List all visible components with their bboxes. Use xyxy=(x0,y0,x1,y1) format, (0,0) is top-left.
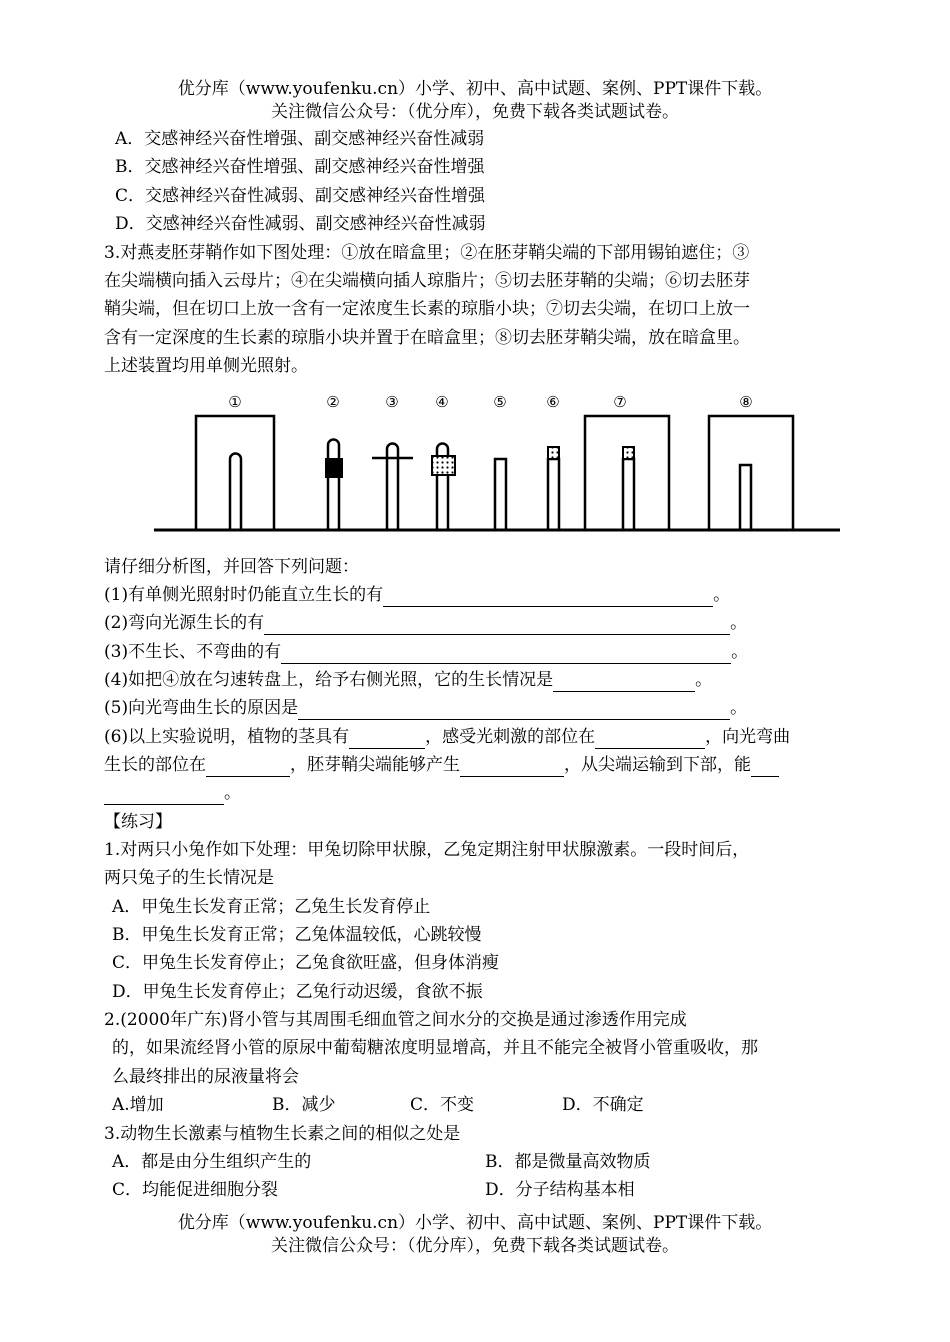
figure-label-1: ① xyxy=(228,393,242,411)
q3-sub-6-text-b: ，感受光刺激的部位在 xyxy=(425,727,596,747)
coleoptile-8 xyxy=(740,465,751,530)
q3-line-1: 3.对燕麦胚芽鞘作如下图处理：①放在暗盒里；②在胚芽鞘尖端的下部用锡铂遮住；③ xyxy=(104,243,750,263)
coleoptile-3 xyxy=(387,444,398,531)
q3-line-3: 鞘尖端，但在切口上放一含有一定浓度生长素的琼脂小块；⑦切去尖端，在切口上放一 xyxy=(104,299,750,319)
end-mark-1: 。 xyxy=(713,585,731,605)
q3-sub-6-line-2 xyxy=(104,753,779,777)
answer-blank-6e[interactable] xyxy=(751,758,779,777)
p2-line-2: 的，如果流经肾小管的原尿中葡萄糖浓度明显增高，并且不能完全被肾小管重吸收，那 xyxy=(112,1038,758,1058)
p3-line-1: 3.动物生长激素与植物生长素之间的相似之处是 xyxy=(104,1124,461,1144)
p3-option-b: B．都是微量高效物质 xyxy=(485,1152,651,1172)
p2-line-3: 么最终排出的尿液量将会 xyxy=(112,1067,299,1087)
p3-option-c: C．均能促进细胞分裂 xyxy=(112,1180,279,1200)
p1-option-c: C．甲兔生长发育停止；乙兔食欲旺盛，但身体消瘦 xyxy=(112,953,500,973)
end-mark-5: 。 xyxy=(730,698,748,718)
q3-sub-3 xyxy=(104,640,748,664)
dark-box-7 xyxy=(585,416,669,530)
p1-option-d: D．甲兔生长发育停止；乙兔行动迟缓，食欲不振 xyxy=(112,982,483,1002)
page-footer xyxy=(0,1212,950,1258)
q3-sub-6-text-a: (6)以上实验说明，植物的茎具有 xyxy=(104,727,350,747)
answer-blank-5[interactable] xyxy=(298,701,730,720)
answer-blank-1[interactable] xyxy=(383,588,713,607)
end-mark-3: 。 xyxy=(731,642,749,662)
answer-blank-2[interactable] xyxy=(264,616,730,635)
q3-line-2: 在尖端横向插入云母片；④在尖端横向插人琼脂片；⑤切去胚芽鞘的尖端；⑥切去胚芽 xyxy=(104,271,750,291)
coleoptile-2 xyxy=(328,440,339,531)
q3-sub-6-line-3 xyxy=(104,781,241,805)
dark-box-1 xyxy=(196,416,274,530)
p2-option-c: C．不变 xyxy=(410,1095,475,1115)
q3-line-5: 上述装置均用单侧光照射。 xyxy=(104,356,308,376)
q3-sub-2 xyxy=(104,611,747,635)
q3-line-4: 含有一定深度的生长素的琼脂小块并置于在暗盒里；⑧切去胚芽鞘尖端，放在暗盒里。 xyxy=(104,328,750,348)
p1-line-2: 两只兔子的生长情况是 xyxy=(104,868,274,888)
figure-label-5: ⑤ xyxy=(493,393,507,411)
foil-cap-2 xyxy=(325,458,343,478)
q3-sub-4 xyxy=(104,668,712,692)
coleoptile-5 xyxy=(495,459,506,530)
answer-blank-6d[interactable] xyxy=(460,758,564,777)
coleoptile-7 xyxy=(623,459,634,530)
footer-line-1: 优分库（www.youfenku.cn）小学、初中、高中试题、案例、PPT课件下载。 xyxy=(177,1213,773,1233)
prev-option-d: D．交感神经兴奋性减弱、副交感神经兴奋性减弱 xyxy=(115,214,486,234)
header-line-1: 优分库（www.youfenku.cn）小学、初中、高中试题、案例、PPT课件下载。 xyxy=(177,79,773,99)
figure-label-7: ⑦ xyxy=(613,393,627,411)
coleoptile-1 xyxy=(230,454,241,531)
prev-option-b: B．交感神经兴奋性增强、副交感神经兴奋性增强 xyxy=(115,157,485,177)
prev-option-c: C．交感神经兴奋性减弱、副交感神经兴奋性增强 xyxy=(115,186,486,206)
q3-sub-6-text-d: 生长的部位在 xyxy=(104,755,206,775)
coleoptile-6 xyxy=(548,459,559,530)
answer-blank-6f[interactable] xyxy=(104,786,224,805)
agar-block-6 xyxy=(548,447,559,459)
end-mark-6: 。 xyxy=(224,783,241,803)
answer-blank-4[interactable] xyxy=(553,673,695,692)
q3-sub-6-text-e: ，胚芽鞘尖端能够产生 xyxy=(290,755,460,775)
agar-sheet-4 xyxy=(432,456,455,475)
figure-label-6: ⑥ xyxy=(546,393,560,411)
q3-sub-6-text-c: ，向光弯曲 xyxy=(705,727,791,747)
q3-sub-6-text-f: ，从尖端运输到下部，能 xyxy=(564,755,751,775)
q3-sub-5 xyxy=(104,696,747,720)
figure-label-4: ④ xyxy=(435,393,449,411)
prev-option-a: A．交感神经兴奋性增强、副交感神经兴奋性减弱 xyxy=(115,129,485,149)
q3-sub-4-text: (4)如把④放在匀速转盘上，给予右侧光照，它的生长情况是 xyxy=(104,670,554,690)
header-line-2: 关注微信公众号：（优分库），免费下载各类试题试卷。 xyxy=(271,102,679,122)
q3-sub-1 xyxy=(104,583,730,607)
answer-blank-6c[interactable] xyxy=(206,758,290,777)
agar-block-7 xyxy=(623,447,634,459)
q3-sub-3-text: (3)不生长、不弯曲的有 xyxy=(104,642,282,662)
p2-option-b: B．减少 xyxy=(272,1095,336,1115)
q3-sub-6-line-1 xyxy=(104,725,790,749)
figure-label-3: ③ xyxy=(385,393,399,411)
p2-option-d: D．不确定 xyxy=(562,1095,644,1115)
answer-blank-6a[interactable] xyxy=(349,730,425,749)
footer-line-2: 关注微信公众号：（优分库），免费下载各类试题试卷。 xyxy=(271,1236,679,1256)
p2-option-a: A.增加 xyxy=(112,1095,164,1115)
answer-blank-3[interactable] xyxy=(281,645,731,664)
p3-option-d: D．分子结构基本相 xyxy=(485,1180,635,1200)
figure-label-8: ⑧ xyxy=(739,393,753,411)
page-header xyxy=(0,78,950,124)
answer-blank-6b[interactable] xyxy=(595,730,705,749)
p1-option-b: B．甲兔生长发育正常；乙兔体温较低，心跳较慢 xyxy=(112,925,482,945)
p3-option-a: A．都是由分生组织产生的 xyxy=(112,1152,312,1172)
q3-sub-5-text: (5)向光弯曲生长的原因是 xyxy=(104,698,299,718)
coleoptile-figure xyxy=(150,385,845,535)
p1-option-a: A．甲兔生长发育正常；乙兔生长发育停止 xyxy=(112,897,431,917)
p1-line-1: 1.对两只小兔作如下处理：甲兔切除甲状腺，乙兔定期注射甲状腺激素。一段时间后， xyxy=(104,840,750,860)
q3-sub-2-text: (2)弯向光源生长的有 xyxy=(104,613,265,633)
p2-line-1: 2.(2000年广东)肾小管与其周围毛细血管之间水分的交换是通过渗透作用完成 xyxy=(104,1010,687,1030)
q3-prompt: 请仔细分析图，并回答下列问题： xyxy=(104,557,359,577)
end-mark-4: 。 xyxy=(695,670,713,690)
end-mark-2: 。 xyxy=(730,613,748,633)
q3-sub-1-text: (1)有单侧光照射时仍能直立生长的有 xyxy=(104,585,384,605)
figure-label-2: ② xyxy=(326,393,340,411)
practice-title: 【练习】 xyxy=(104,812,172,832)
